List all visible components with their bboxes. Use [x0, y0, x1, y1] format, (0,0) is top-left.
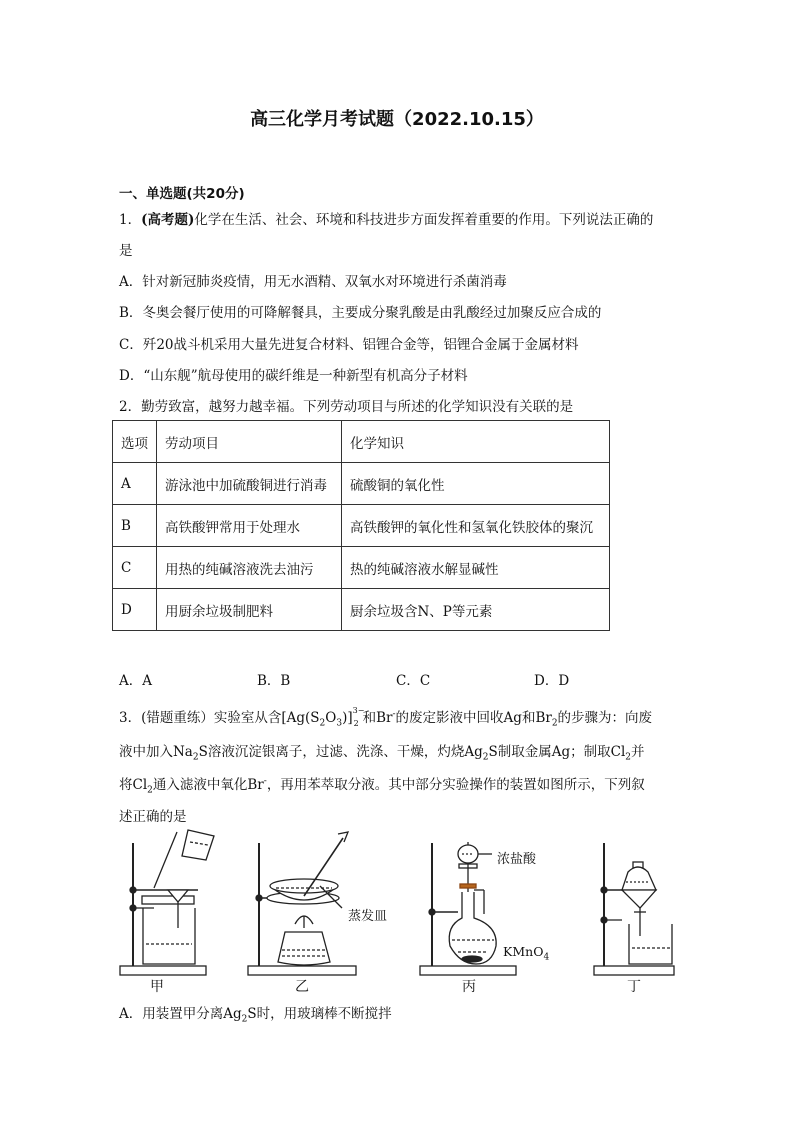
- table-cell: C: [113, 547, 157, 589]
- q3-subscript: 2: [625, 752, 632, 763]
- q3-text: 将Cl: [119, 777, 148, 793]
- q3-text: O: [325, 710, 337, 726]
- q3-charge: [352, 705, 365, 728]
- apparatus-figure: [110, 828, 690, 1000]
- q1-option-b: B．冬奥会餐厅使用的可降解餐具，主要成分聚乳酸是由乳酸经过加聚反应合成的: [119, 305, 602, 321]
- q1-option-a: A．针对新冠肺炎疫情，用无水酒精、双氧水对环境进行杀菌消毒: [119, 274, 507, 290]
- q1-stem-text: 化学在生活、社会、环境和科技进步方面发挥着重要的作用。下列说法正确的: [194, 212, 654, 228]
- q3-text: )]: [342, 710, 353, 726]
- q3-text: 3．(错题重练）实验室从含[Ag(S: [119, 710, 320, 726]
- label-conc-hcl: 浓盐酸: [497, 852, 537, 867]
- table-row: [113, 505, 610, 547]
- kmno4-text: KMnO: [503, 944, 544, 959]
- label-kmno4: [503, 944, 549, 963]
- q3-option-text: A．用装置甲分离Ag: [119, 1006, 242, 1022]
- table-header-row: [113, 421, 610, 463]
- table-cell: 硫酸铜的氧化性: [342, 463, 610, 505]
- q3-subscript: 2: [482, 752, 489, 763]
- apparatus-jia-filtration: [120, 830, 214, 975]
- q2-stem: 2．勤劳致富，越努力越幸福。下列劳动项目与所述的化学知识没有关联的是: [119, 399, 574, 415]
- q3-text: 的废定影液中回收Ag和Br: [395, 710, 552, 726]
- q2-table: [112, 420, 610, 631]
- q2-answer-b: B．B: [257, 673, 291, 689]
- q2-answer-c: C．C: [396, 673, 431, 689]
- q3-text: 通入滤液中氧化Br: [152, 777, 264, 793]
- q3-subscript: 2: [353, 718, 359, 728]
- page-title: 高三化学月考试题（2022.10.15）: [250, 109, 544, 130]
- q3-superscript: -: [263, 776, 267, 787]
- table-cell: 厨余垃圾含N、P等元素: [342, 589, 610, 631]
- label-ding: 丁: [627, 979, 641, 995]
- q3-superscript: -: [392, 709, 396, 720]
- table-row: [113, 547, 610, 589]
- label-bing: 丙: [462, 979, 476, 995]
- q3-stem-line3: [119, 773, 645, 796]
- q3-subscript: 2: [147, 785, 153, 796]
- q3-text: 并: [631, 744, 645, 760]
- q1-stem: [119, 208, 653, 228]
- q3-subscript: 2: [192, 752, 199, 763]
- q1-option-d: D．“山东舰”航母使用的碳纤维是一种新型有机高分子材料: [119, 368, 468, 384]
- table-cell: 游泳池中加硫酸铜进行消毒: [157, 463, 342, 505]
- apparatus-ding-separation: [594, 843, 674, 975]
- q3-text: ，再用苯萃取分液。其中部分实验操作的装置如图所示，下列叙: [266, 777, 645, 793]
- table-row: [113, 589, 610, 631]
- q3-superscript: 3−: [352, 705, 365, 715]
- q3-stem-line4: 述正确的是: [119, 809, 187, 825]
- q3-option-a: [119, 1002, 392, 1025]
- q3-subscript: 2: [551, 718, 558, 729]
- table-header-cell: 选项: [113, 421, 157, 463]
- apparatus-yi-evaporation: [248, 832, 356, 975]
- table-cell: B: [113, 505, 157, 547]
- table-cell: 热的纯碱溶液水解显碱性: [342, 547, 610, 589]
- q1-stem-continued: 是: [119, 243, 133, 259]
- table-cell: 高铁酸钾常用于处理水: [157, 505, 342, 547]
- q3-subscript: 3: [336, 718, 343, 729]
- table-cell: 用厨余垃圾制肥料: [157, 589, 342, 631]
- table-header-cell: 化学知识: [342, 421, 610, 463]
- q1-tag: (高考题): [141, 212, 195, 228]
- table-cell: 高铁酸钾的氧化性和氢氧化铁胶体的聚沉: [342, 505, 610, 547]
- q2-answer-a: A．A: [119, 673, 152, 689]
- q3-stem-line2: [119, 740, 645, 763]
- q3-text: S制取金属Ag；制取Cl: [488, 744, 626, 760]
- table-row: [113, 463, 610, 505]
- table-cell: 用热的纯碱溶液洗去油污: [157, 547, 342, 589]
- q1-number: 1．: [119, 212, 142, 228]
- section-heading: 一、单选题(共20分): [119, 186, 245, 202]
- table-header-cell: 劳动项目: [157, 421, 342, 463]
- q3-text: 液中加入Na: [119, 744, 193, 760]
- kmno4-subscript: 4: [543, 952, 550, 963]
- q2-answer-d: D．D: [534, 673, 570, 689]
- q3-subscript: 2: [241, 1014, 248, 1025]
- label-yi: 乙: [295, 979, 309, 995]
- q3-option-text: S时，用玻璃棒不断搅拌: [247, 1006, 392, 1022]
- q3-text: 的步骤为：向废: [557, 710, 653, 726]
- q3-text: 和Br: [362, 710, 393, 726]
- q1-option-c: C．歼20战斗机采用大量先进复合材料、铝锂合金等，铝锂合金属于金属材料: [119, 337, 579, 353]
- label-jia: 甲: [150, 979, 164, 995]
- q3-text: S溶液沉淀银离子，过滤、洗涤、干燥，灼烧Ag: [198, 744, 483, 760]
- table-cell: A: [113, 463, 157, 505]
- table-cell: D: [113, 589, 157, 631]
- q3-subscript: 2: [319, 718, 326, 729]
- q3-stem-line1: [119, 706, 652, 729]
- label-evaporating-dish: 蒸发皿: [348, 909, 388, 924]
